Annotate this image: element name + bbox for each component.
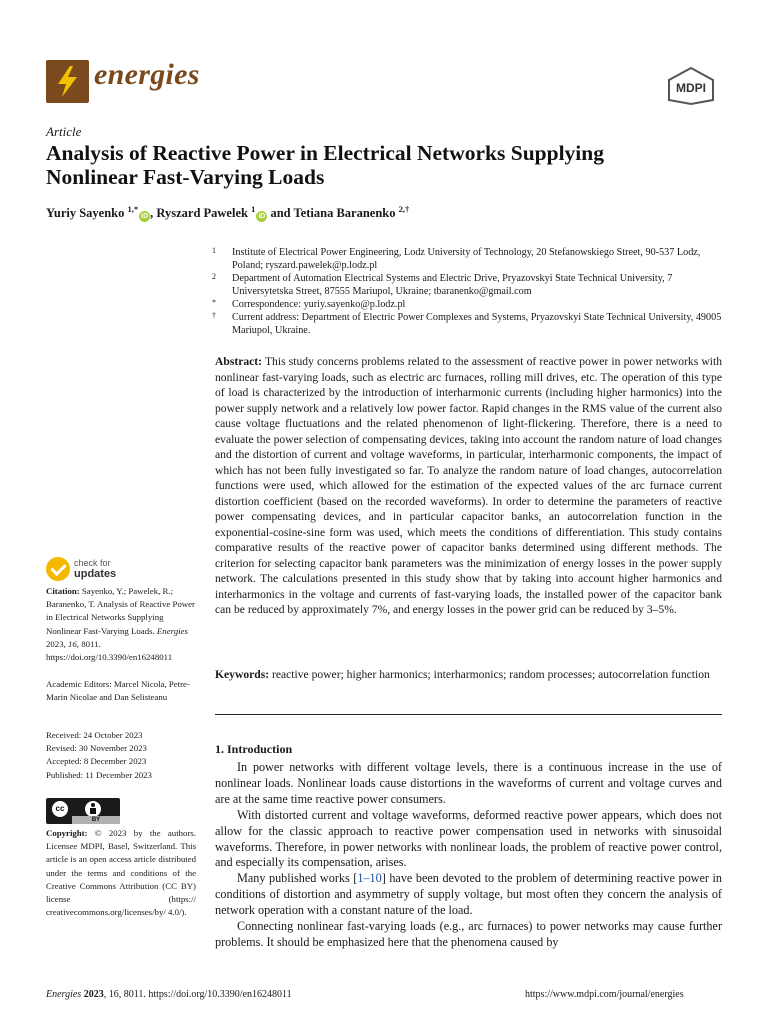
orcid-icon[interactable]: iD bbox=[258, 213, 266, 221]
citation-journal: Energies bbox=[156, 625, 188, 636]
keywords-text: reactive power; higher harmonics; interharmonics; random processes; autocorrelation function bbox=[269, 668, 710, 681]
section-heading-introduction: 1. Introduction bbox=[215, 742, 293, 756]
footer-year: 2023 bbox=[81, 989, 104, 1000]
affiliation-mark: † bbox=[212, 311, 216, 320]
journal-logo-icon bbox=[46, 60, 89, 103]
copyright-label: Copyright: bbox=[46, 828, 88, 838]
citation-year: 2023, bbox=[46, 638, 68, 649]
date-received: Received: 24 October 2023 bbox=[46, 730, 143, 740]
cc-by-license-icon[interactable] bbox=[46, 798, 120, 824]
citation-volume: 16 bbox=[68, 638, 77, 649]
affiliation-mark: 2 bbox=[212, 272, 216, 281]
paragraph-text: Many published works [ bbox=[237, 871, 358, 886]
keywords bbox=[215, 667, 722, 683]
cc-icon: cc bbox=[52, 801, 68, 817]
paragraph: With distorted current and voltage waveforms, deformed reactive power appears, which does not allow for the classic approach to reactive power compensation used in networks with sinusoidal waveforms. Therefore, in power networks with nonlinear loads, the problem of reactive power control, and especially its compensation, arises. bbox=[215, 807, 722, 870]
author-3-affil: 2,† bbox=[398, 204, 410, 214]
copyright-text: © 2023 by the authors. Licensee MDPI, Basel, Switzerland. This article is an open access article distributed under the terms and conditions of the Creative Commons Attribution (CC BY) license (https:// creativecommons.org/licenses/by/ 4.0/). bbox=[46, 828, 196, 918]
author-2-affil: 1 bbox=[251, 204, 256, 214]
footer-citation bbox=[46, 989, 292, 1000]
dates-block bbox=[46, 729, 196, 782]
paragraph-text: ] have been devoted to the problem of determining reactive power in conditions of distortion and asymmetry of supply voltage, but most often they concern the analysis of network operation with a constant nature of the load. bbox=[215, 871, 722, 918]
author-2[interactable]: , Ryszard Pawelek bbox=[150, 206, 252, 221]
section-divider bbox=[215, 714, 722, 715]
date-revised: Revised: 30 November 2023 bbox=[46, 743, 147, 754]
journal-name: energies bbox=[94, 58, 200, 91]
paragraph bbox=[215, 871, 722, 919]
affiliation-item bbox=[212, 246, 722, 272]
copyright-block bbox=[46, 827, 196, 919]
abstract-text: This study concerns problems related to the assessment of reactive power in power networks with nonlinear fast-varying loads, such as electric arc furnaces, rolling mill drives, etc. The operation of this type of load is characterized by the introduction of interharmonic currents (including higher harmonics) into the power supply network and a relatively low power factor. Rapid changes in the RMS value of the current also cause voltage fluctuations and the related phenomenon of light-flickering. Therefore, there is a need to evaluate the power selection of compensating devices, taking into account the random nature of load changes and the distortion of current and voltage waveforms, in particular, interharmonic components, the impact of which has not been fully investigated so far. To analyze the random nature of load changes, autocorrelation functions were used, which allowed for the estimation of the expected values of the arc furnace current distortion coefficient (based on the recorded waveforms). In order to determine the parameters of reactive power compensating devices, and in particular capacitor banks, an autocorrelation function in the exponential-cosine-sine form was used, which meets the conditions of differentiation. This study contains comparative results of the reactive power of capacitor banks determined using different methods. The criterion for selecting capacitor bank parameters was the minimization of energy losses in the power supply network. The calculations presented in this study show that by taking into account higher harmonics and interharmonics in the voltage and currents of fast-varying loads, the installed power of the capacitor bank can be reduced by approximately 7%, and energy losses in the power grid can be reduced by 3–5%. bbox=[215, 355, 722, 616]
citation-text: Sayenko, Y.; Pawelek, R.; Baranenko, T. Analysis of Reactive Power in Electrical Networks Supplying Nonlinear Fast-Varying Loads. bbox=[46, 586, 195, 636]
affiliation-mark: * bbox=[212, 298, 216, 307]
title-line-1: Analysis of Reactive Power in Electrical Networks Supplying bbox=[46, 141, 604, 165]
citation-block bbox=[46, 585, 196, 664]
citation-link[interactable]: 1–10 bbox=[357, 871, 382, 886]
affiliation-text: Institute of Electrical Power Engineering, Lodz University of Technology, 20 Stefanowskiego Street, 90-537 Lodz, Poland; ryszard.pawelek@p.lodz.pl bbox=[232, 247, 701, 271]
check-label-2: updates bbox=[74, 568, 117, 580]
paragraph: In power networks with different voltage levels, there is a continuous increase in the use of nonlinear loads. Nonlinear loads cause distortions in the waveforms of current and voltage curves and are at the same time reactive power consumers. bbox=[215, 760, 722, 806]
affiliation-mark: 1 bbox=[212, 246, 216, 255]
affiliation-item bbox=[212, 298, 722, 311]
keywords-label: Keywords: bbox=[215, 668, 270, 681]
affiliation-item bbox=[212, 311, 722, 337]
citation-label: Citation: bbox=[46, 586, 80, 596]
article-type: Article bbox=[46, 124, 82, 139]
affiliation-text: Department of Automation Electrical Systems and Electric Drive, Pryazovskyi State Technical University, 7 Universytetska Street, 87555 Mariupol, Ukraine; tbaranenko@gmail.com bbox=[232, 273, 673, 297]
check-label-1: check for bbox=[74, 558, 111, 568]
by-label: BY bbox=[72, 816, 120, 824]
citation-end[interactable]: , 8011. https://doi.org/10.3390/en16248011 bbox=[46, 638, 173, 663]
page-title bbox=[46, 141, 726, 189]
author-1[interactable]: Yuriy Sayenko bbox=[46, 206, 128, 221]
author-3[interactable]: and Tetiana Baranenko bbox=[267, 206, 399, 221]
paragraph: Connecting nonlinear fast-varying loads (e.g., arc furnaces) to power networks may cause further problems. It should be emphasized here that the phenomena caused by bbox=[215, 919, 722, 949]
affiliation-text: Correspondence: yuriy.sayenko@p.lodz.pl bbox=[232, 299, 406, 310]
date-published: Published: 11 December 2023 bbox=[46, 769, 152, 780]
affiliation-text: Current address: Department of Electric Power Complexes and Systems, Pryazovskyi State Technical University, 49005 Mariupol, Ukraine. bbox=[232, 312, 722, 336]
orcid-icon[interactable]: iD bbox=[141, 213, 149, 221]
attribution-icon bbox=[85, 801, 101, 817]
academic-editors: Academic Editors: Marcel Nicola, Petre-Marin Nicolae and Dan Selisteanu bbox=[46, 679, 190, 703]
footer-doi[interactable]: , 16, 8011. https://doi.org/10.3390/en16248011 bbox=[103, 989, 292, 1000]
publisher-name: MDPI bbox=[676, 81, 706, 95]
title-line-2: Nonlinear Fast-Varying Loads bbox=[46, 165, 325, 189]
date-accepted: Accepted: 8 December 2023 bbox=[46, 756, 147, 767]
affiliations bbox=[212, 246, 722, 337]
mdpi-logo bbox=[666, 66, 716, 106]
abstract-label: Abstract: bbox=[215, 355, 263, 368]
footer-journal-url[interactable]: https://www.mdpi.com/journal/energies bbox=[525, 989, 684, 1000]
affiliation-item bbox=[212, 272, 722, 298]
author-list bbox=[46, 204, 409, 222]
author-1-affil: 1,* bbox=[127, 204, 139, 214]
abstract bbox=[215, 354, 722, 618]
check-icon bbox=[46, 557, 70, 581]
introduction-body bbox=[215, 760, 722, 951]
check-for-updates-button[interactable] bbox=[46, 557, 166, 583]
footer-journal: Energies bbox=[46, 989, 82, 1000]
